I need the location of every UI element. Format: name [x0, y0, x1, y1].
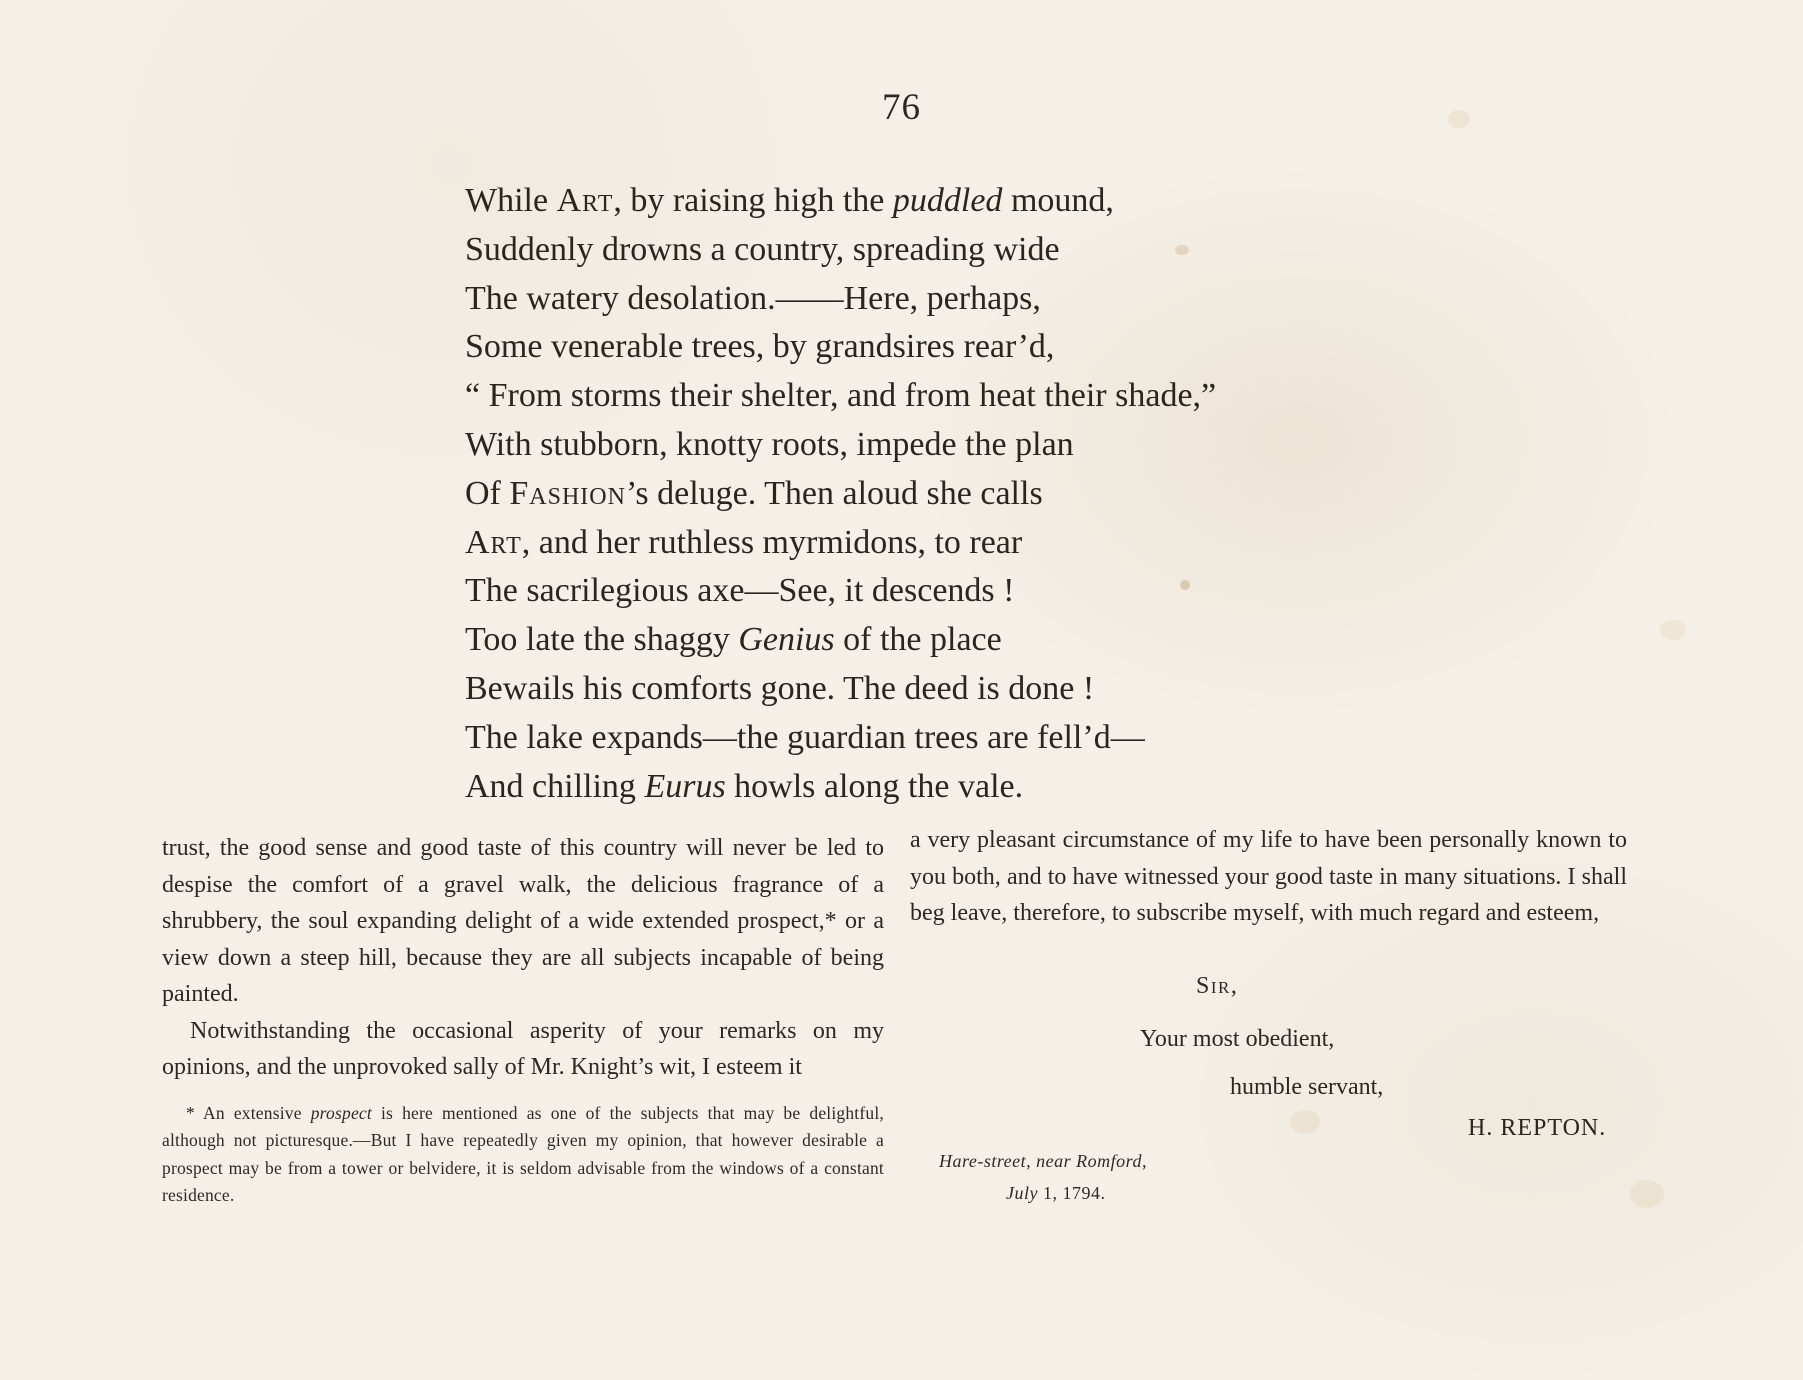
poem-line: And chilling Eurus howls along the vale. — [465, 767, 1024, 805]
paragraph: trust, the good sense and good taste of this country will never be led to despise the comfort of a gravel walk, the delicious fragrance of a shrubbery, the soul expanding delight of a wide extended prospect,* or a view down a steep hill, because they are all subjects incapable of being painted. — [162, 835, 884, 1007]
poem-line: Of Fashion’s deluge. Then aloud she calls — [465, 474, 1043, 512]
page-number: 76 — [882, 87, 921, 128]
paper-spot — [1660, 620, 1686, 640]
footnote: * An extensive prospect is here mentioned as one of the subjects that may be delightful, although not picturesque.—But I have repeatedly given my opinion, that however desirable a prospect may be from a tower or belvidere, it is seldom advisable from the windows of a constant residence. — [162, 1102, 884, 1205]
poem-line: “ From storms their shelter, and from heat their shade,” — [465, 377, 1217, 415]
right-column — [910, 822, 1627, 932]
salutation: Sir, — [1196, 973, 1239, 999]
dateline: Hare-street, near Romford, — [939, 1151, 1147, 1171]
right-prose — [910, 822, 1627, 932]
signature: H. REPTON. — [1468, 1115, 1607, 1141]
poem-line: Suddenly drowns a country, spreading wide — [465, 230, 1060, 268]
poem-line: Art, and her ruthless myrmidons, to rear — [465, 523, 1023, 561]
poem-line: Bewails his comforts gone. The deed is done ! — [465, 669, 1095, 707]
paper-spot — [1630, 1180, 1664, 1208]
paragraph: a very pleasant circumstance of my life to have been personally known to you both, and to have witnessed your good taste in many situations. I shall beg leave, therefore, to subscribe myself, with much regard and esteem, — [910, 827, 1627, 926]
poem-line: The lake expands—the guardian trees are fell’d— — [465, 718, 1145, 756]
paragraph: Notwithstanding the occasional asperity of your remarks on my opinions, and the unprovoked sally of Mr. Knight’s wit, I esteem it — [162, 1017, 884, 1080]
paper-spot — [1290, 1110, 1320, 1134]
closing-line: Your most obedient, — [1140, 1026, 1335, 1052]
dateline: July 1, 1794. — [1006, 1183, 1106, 1203]
poem-line: While Art, by raising high the puddled mound, — [465, 182, 1114, 219]
poem-line: Too late the shaggy Genius of the place — [465, 621, 1002, 659]
poem-line: Some venerable trees, by grandsires rear’d, — [465, 328, 1055, 366]
closing-line: humble servant, — [1230, 1074, 1384, 1100]
poem-line: The sacrilegious axe—See, it descends ! — [465, 572, 1015, 610]
poem-line: With stubborn, knotty roots, impede the plan — [465, 425, 1074, 463]
left-prose — [162, 830, 884, 1086]
poem — [465, 177, 1365, 811]
poem-line: The watery desolation.——Here, perhaps, — [465, 279, 1041, 317]
left-column — [162, 830, 884, 1210]
